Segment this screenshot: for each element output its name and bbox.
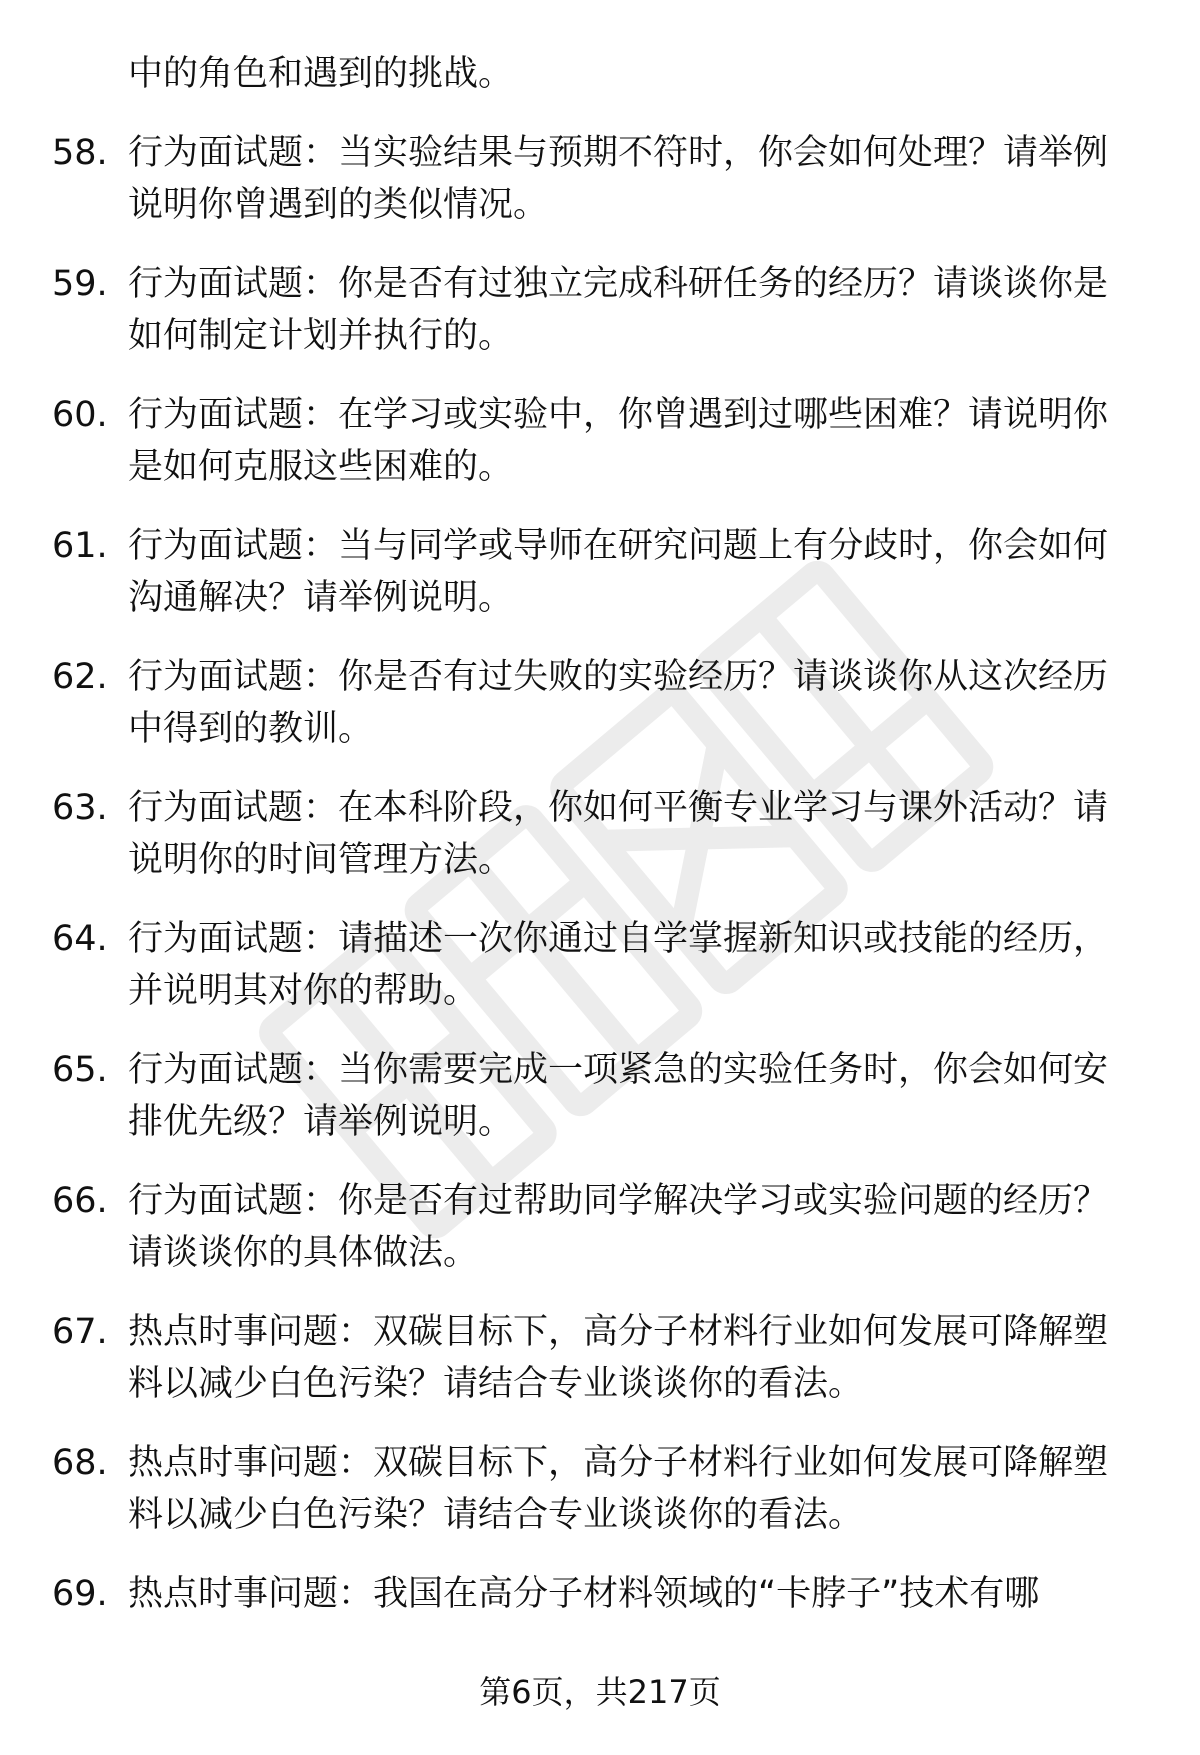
item-text: 行为面试题：在学习或实验中，你曾遇到过哪些困难？请说明你是如何克服这些困难的。 [128,395,1109,487]
item-text: 热点时事问题：双碳目标下，高分子材料行业如何发展可降解塑料以减少白色污染？请结合专业谈谈你的看法。 [128,1312,1109,1404]
item-number: 68. [52,1443,108,1483]
item-number: 66. [52,1181,108,1221]
list-item [0,1175,1200,1279]
item-number: 69. [52,1574,108,1614]
list-item [0,258,1200,362]
item-number: 59. [52,264,108,304]
item-number: 62. [52,657,108,697]
list-item [0,1437,1200,1541]
item-text: 行为面试题：你是否有过失败的实验经历？请谈谈你从这次经历中得到的教训。 [128,657,1109,749]
item-text: 行为面试题：当你需要完成一项紧急的实验任务时，你会如何安排优先级？请举例说明。 [128,1050,1109,1142]
page-number-footer: 第6页，共217页 [479,1673,721,1711]
item-text: 行为面试题：你是否有过帮助同学解决学习或实验问题的经历？请谈谈你的具体做法。 [128,1181,1109,1273]
list-item [0,389,1200,493]
list-item [0,1044,1200,1148]
item-number: 65. [52,1050,108,1090]
question-list [0,48,1200,1699]
item-text: 行为面试题：当实验结果与预期不符时，你会如何处理？请举例说明你曾遇到的类似情况。 [128,133,1109,225]
item-number: 58. [52,133,108,173]
list-item [0,127,1200,231]
item-number: 61. [52,526,108,566]
list-item [0,913,1200,1017]
list-item [0,1306,1200,1410]
item-text: 行为面试题：在本科阶段，你如何平衡专业学习与课外活动？请说明你的时间管理方法。 [128,788,1109,880]
item-text: 行为面试题：当与同学或导师在研究问题上有分歧时，你会如何沟通解决？请举例说明。 [128,526,1109,618]
continued-text: 中的角色和遇到的挑战。 [128,54,514,94]
item-text: 热点时事问题：我国在高分子材料领域的“卡脖子”技术有哪 [128,1574,1040,1614]
list-item [0,1568,1200,1672]
list-item [0,782,1200,886]
item-text: 行为面试题：你是否有过独立完成科研任务的经历？请谈谈你是如何制定计划并执行的。 [128,264,1109,356]
item-number: 64. [52,919,108,959]
item-number: 63. [52,788,108,828]
list-item [0,520,1200,624]
item-number: 60. [52,395,108,435]
item-text: 行为面试题：请描述一次你通过自学掌握新知识或技能的经历，并说明其对你的帮助。 [128,919,1109,1011]
list-item [0,651,1200,755]
item-text: 热点时事问题：双碳目标下，高分子材料行业如何发展可降解塑料以减少白色污染？请结合专业谈谈你的看法。 [128,1443,1109,1535]
item-number: 67. [52,1312,108,1352]
